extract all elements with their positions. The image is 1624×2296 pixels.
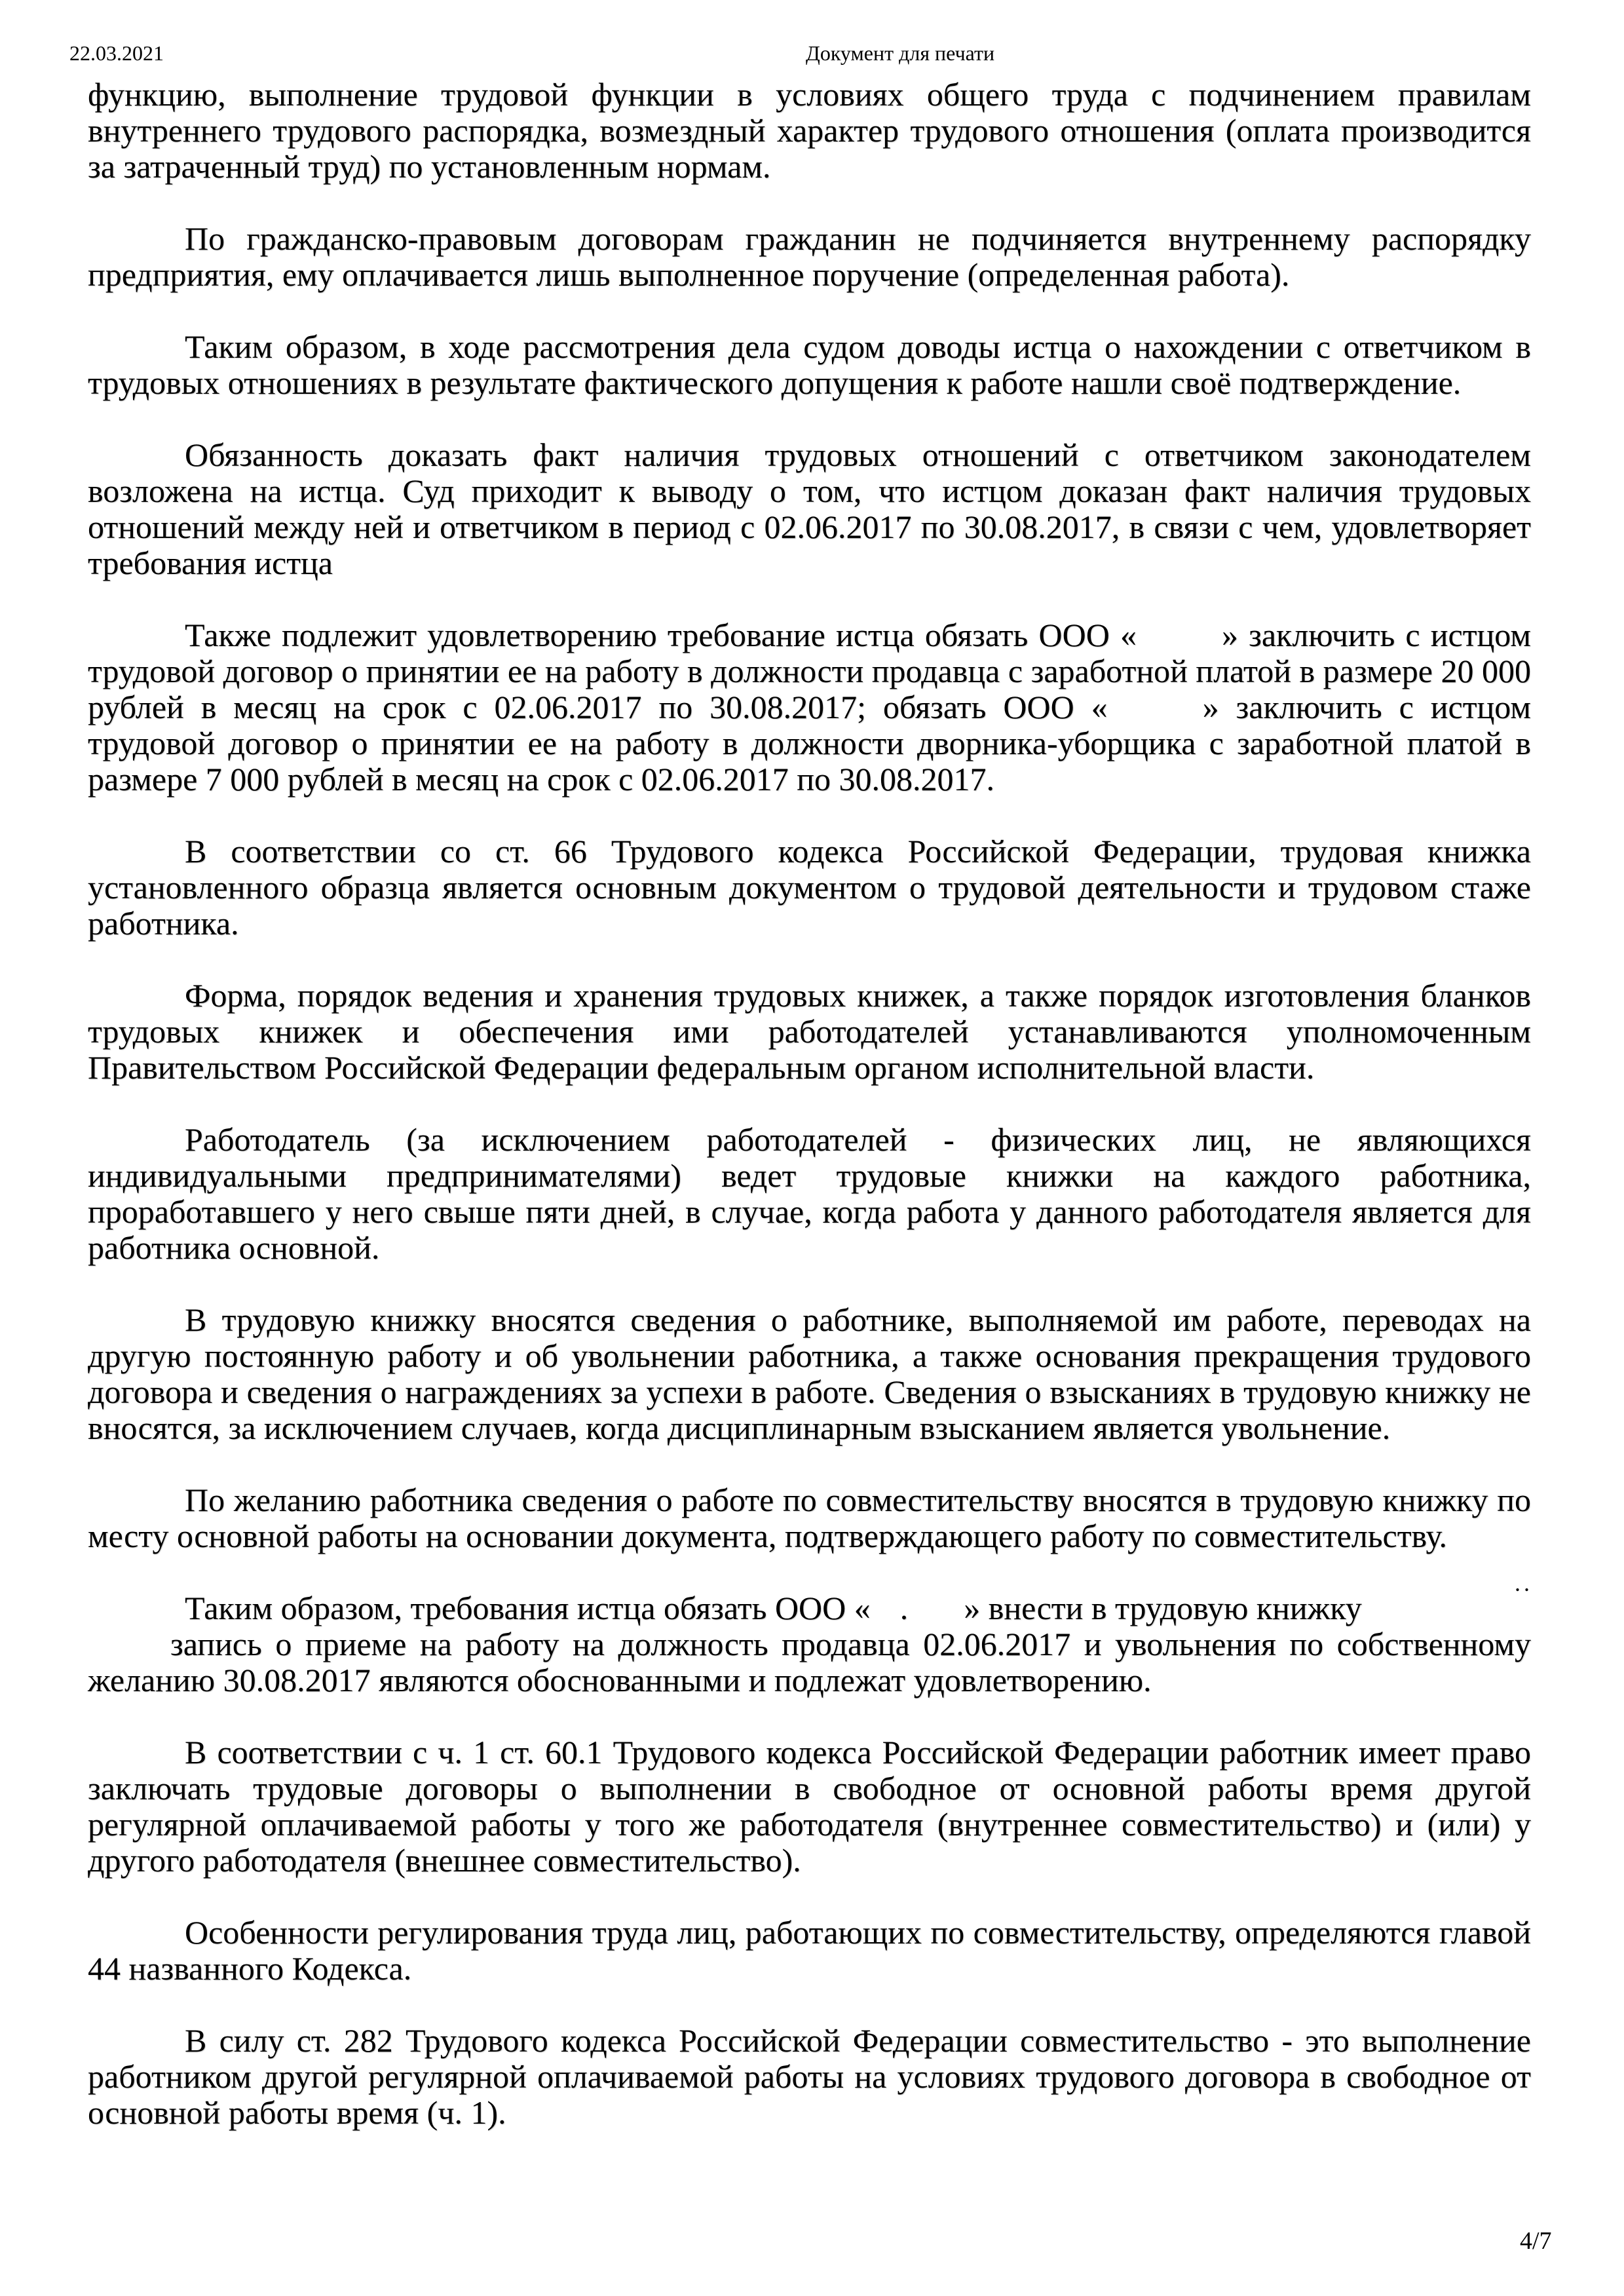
paragraph-line: желанию 30.08.2017 являются обоснованными и подлежат удовлетворению. <box>88 1662 1152 1698</box>
paragraph: По желанию работника сведения о работе по совместительству вносятся в трудовую книжку по месту основной работы на основании документа, подтверждающего работу по совместительству. <box>88 1482 1531 1554</box>
paragraph: В соответствии с ч. 1 ст. 60.1 Трудового кодекса Российской Федерации работник имеет право заключать трудовые договоры о выполнении в свободное от основной работы время другой регулярной оплачиваемой работы у того же работодателя (внутреннее совместительство) и (или) у другого работодателя (внешнее совместительство). <box>88 1734 1531 1879</box>
paragraph: Форма, порядок ведения и хранения трудовых книжек, а также порядок изготовления бланков трудовых книжек и обеспечения ими работодателей устанавливаются уполномоченным Правительством Российской Федерации федеральным органом исполнительной власти. <box>88 977 1531 1086</box>
redaction-gap <box>1137 645 1222 646</box>
scan-artifact-dots: .. <box>1515 1570 1533 1596</box>
paragraph: Таким образом, в ходе рассмотрения дела судом доводы истца о нахождении с ответчиком в трудовых отношениях в результате фактического допущения к работе нашли своё подтверждение. <box>88 328 1531 401</box>
paragraph: Также подлежит удовлетворению требование истца обязать ООО « » заключить с истцом трудовой договор о принятии ее на работу в должности продавца с заработной платой в размере 20 000 рублей в месяц на срок с 02.06.2017 по 30.08.2017; обязать ООО « » заключить с истцом трудовой договор о принятии ее на работу в должности дворника-уборщика с заработной платой в размере 7 000 рублей в месяц на срок с 02.06.2017 по 30.08.2017. <box>88 617 1531 797</box>
redaction-gap <box>908 1618 964 1619</box>
header-title: Документ для печати <box>806 41 995 65</box>
paragraph: Особенности регулирования труда лиц, работающих по совместительству, определяются главой 44 названного Кодекса. <box>88 1914 1531 1987</box>
paragraph: Обязанность доказать факт наличия трудовых отношений с ответчиком законодателем возложена на истца. Суд приходит к выводу о том, что истцом доказан факт наличия трудовых отношений между ней и ответчиком в период с 02.06.2017 по 30.08.2017, в связи с чем, удовлетворяет требования истца <box>88 436 1531 581</box>
paragraph: В соответствии со ст. 66 Трудового кодекса Российской Федерации, трудовая книжка установленного образца является основным документом о трудовой деятельности и трудовом стаже работника. <box>88 833 1531 942</box>
document-body <box>88 77 1531 2167</box>
paragraph: Работодатель (за исключением работодателей - физических лиц, не являющихся индивидуальными предпринимателями) ведет трудовые книжки на каждого работника, проработавшего у него свыше пяти дней, в случае, когда работа у данного работодателя является для работника основной. <box>88 1121 1531 1266</box>
paragraph: функцию, выполнение трудовой функции в условиях общего труда с подчинением правилам внутреннего трудового распорядка, возмездный характер трудового отношения (оплата производится за затраченный труд) по установленным нормам. <box>88 76 1531 185</box>
footer-page-indicator: 4/7 <box>1520 2227 1552 2255</box>
paragraph: По гражданско-правовым договорам гражданин не подчиняется внутреннему распорядку предприятия, ему оплачивается лишь выполненное поручение (определенная работа). <box>88 220 1531 293</box>
redaction-gap <box>871 1618 900 1619</box>
paragraph: В трудовую книжку вносятся сведения о работнике, выполняемой им работе, переводах на другую постоянную работу и об увольнении работника, а также основания прекращения трудового договора и сведения о награждениях за успехи в работе. Сведения о взысканиях в трудовую книжку не вносятся, за исключением случаев, когда дисциплинарным взысканием является увольнение. <box>88 1301 1531 1446</box>
paragraph: В силу ст. 282 Трудового кодекса Российской Федерации совместительство - это выполнение работником другой регулярной оплачиваемой работы на условиях трудового договора в свободное от основной работы время (ч. 1). <box>88 2022 1531 2131</box>
paragraph-line: запись о приеме на работу на должность продавца 02.06.2017 и увольнения по собственному <box>170 1626 1531 1662</box>
paragraph <box>88 1590 1531 1698</box>
header-date: 22.03.2021 <box>69 41 164 65</box>
paragraph-line: Таким образом, требования истца обязать ООО « . » внести в трудовую книжку <box>185 1590 1362 1626</box>
